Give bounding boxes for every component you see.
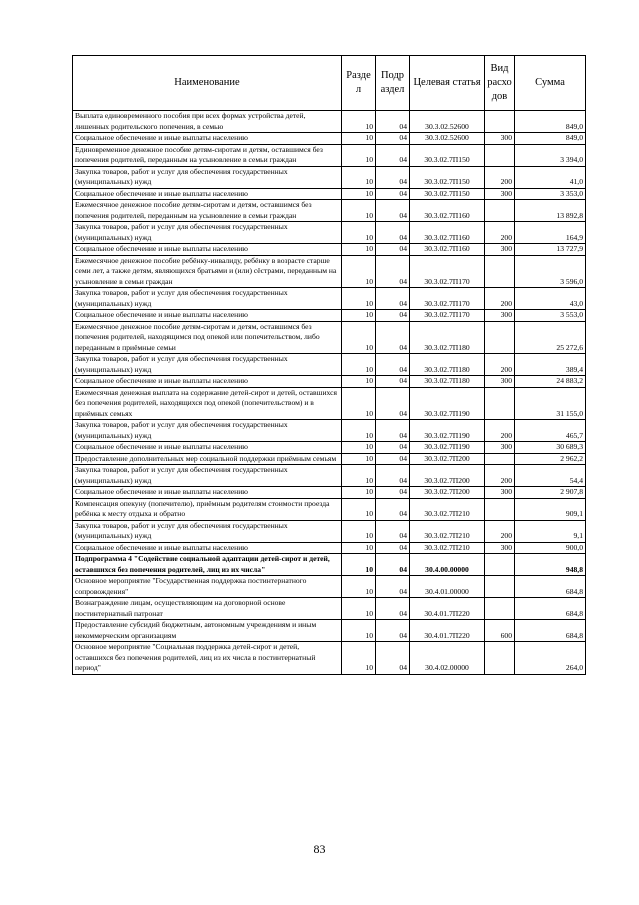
table-body bbox=[73, 111, 586, 675]
cell-razdel: 10 bbox=[342, 642, 376, 675]
cell-summa: 2 962,2 bbox=[515, 453, 586, 465]
header-razdel: Разде л bbox=[342, 56, 376, 111]
cell-razdel: 10 bbox=[342, 188, 376, 200]
cell-celevaya: 30.3.02.7П150 bbox=[410, 166, 485, 188]
cell-podrazdel: 04 bbox=[376, 144, 410, 166]
cell-celevaya: 30.3.02.52600 bbox=[410, 111, 485, 133]
table-row bbox=[73, 542, 586, 554]
table-row bbox=[73, 487, 586, 499]
cell-razdel: 10 bbox=[342, 420, 376, 442]
cell-razdel: 10 bbox=[342, 255, 376, 288]
cell-vid bbox=[485, 554, 515, 576]
cell-celevaya: 30.3.02.7П210 bbox=[410, 542, 485, 554]
cell-vid bbox=[485, 144, 515, 166]
cell-razdel: 10 bbox=[342, 387, 376, 420]
cell-podrazdel: 04 bbox=[376, 188, 410, 200]
table-row bbox=[73, 321, 586, 354]
table-row bbox=[73, 354, 586, 376]
cell-podrazdel: 04 bbox=[376, 576, 410, 598]
cell-vid bbox=[485, 255, 515, 288]
table-row bbox=[73, 200, 586, 222]
cell-vid bbox=[485, 111, 515, 133]
cell-razdel: 10 bbox=[342, 166, 376, 188]
cell-celevaya: 30.3.02.7П160 bbox=[410, 222, 485, 244]
cell-vid: 300 bbox=[485, 442, 515, 454]
cell-celevaya: 30.3.02.7П210 bbox=[410, 498, 485, 520]
cell-podrazdel: 04 bbox=[376, 620, 410, 642]
cell-podrazdel: 04 bbox=[376, 487, 410, 499]
cell-podrazdel: 04 bbox=[376, 111, 410, 133]
cell-podrazdel: 04 bbox=[376, 321, 410, 354]
cell-summa: 465,7 bbox=[515, 420, 586, 442]
cell-razdel: 10 bbox=[342, 576, 376, 598]
cell-summa: 43,0 bbox=[515, 288, 586, 310]
cell-vid bbox=[485, 598, 515, 620]
cell-vid: 200 bbox=[485, 520, 515, 542]
table-row bbox=[73, 520, 586, 542]
cell-celevaya: 30.3.02.7П170 bbox=[410, 255, 485, 288]
cell-podrazdel: 04 bbox=[376, 642, 410, 675]
cell-razdel: 10 bbox=[342, 376, 376, 388]
table-header-row bbox=[73, 56, 586, 111]
cell-celevaya: 30.4.00.00000 bbox=[410, 554, 485, 576]
cell-vid: 200 bbox=[485, 465, 515, 487]
cell-summa: 164,9 bbox=[515, 222, 586, 244]
cell-vid: 200 bbox=[485, 222, 515, 244]
cell-podrazdel: 04 bbox=[376, 542, 410, 554]
cell-razdel: 10 bbox=[342, 288, 376, 310]
cell-name: Ежемесячное денежное пособие ребёнку-инвалиду, ребёнку в возрасте старше семи лет, а также детям, являющихся братьями и (или) сёстрами, переданным на усыновление в семьи граждан bbox=[73, 255, 342, 288]
table-row bbox=[73, 620, 586, 642]
table-row bbox=[73, 255, 586, 288]
cell-summa: 54,4 bbox=[515, 465, 586, 487]
cell-vid: 200 bbox=[485, 354, 515, 376]
cell-vid bbox=[485, 387, 515, 420]
cell-celevaya: 30.3.02.52600 bbox=[410, 133, 485, 145]
header-summa: Сумма bbox=[515, 56, 586, 111]
table-row bbox=[73, 387, 586, 420]
cell-podrazdel: 04 bbox=[376, 420, 410, 442]
cell-vid bbox=[485, 498, 515, 520]
cell-celevaya: 30.4.02.00000 bbox=[410, 642, 485, 675]
cell-summa: 3 596,0 bbox=[515, 255, 586, 288]
cell-podrazdel: 04 bbox=[376, 133, 410, 145]
cell-name: Ежемесячная денежная выплата на содержание детей-сирот и детей, оставшихся без попечения родителей, находящихся под опекой (попечительством) и в приёмных семьях bbox=[73, 387, 342, 420]
cell-podrazdel: 04 bbox=[376, 200, 410, 222]
table-row bbox=[73, 288, 586, 310]
cell-razdel: 10 bbox=[342, 520, 376, 542]
cell-vid: 600 bbox=[485, 620, 515, 642]
cell-vid: 300 bbox=[485, 244, 515, 256]
cell-summa: 31 155,0 bbox=[515, 387, 586, 420]
cell-name: Социальное обеспечение и иные выплаты населению bbox=[73, 133, 342, 145]
cell-summa: 849,0 bbox=[515, 111, 586, 133]
cell-razdel: 10 bbox=[342, 200, 376, 222]
cell-celevaya: 30.3.02.7П210 bbox=[410, 520, 485, 542]
cell-razdel: 10 bbox=[342, 554, 376, 576]
table-row bbox=[73, 442, 586, 454]
cell-name: Предоставление дополнительных мер социальной поддержки приёмным семьям bbox=[73, 453, 342, 465]
table-row bbox=[73, 144, 586, 166]
table-row bbox=[73, 554, 586, 576]
cell-name: Ежемесячное денежное пособие детям-сиротам и детям, оставшимся без попечения родителей, находящимся под опекой или попечительством, либо переданным в приёмные семьи bbox=[73, 321, 342, 354]
cell-podrazdel: 04 bbox=[376, 166, 410, 188]
table-row bbox=[73, 598, 586, 620]
cell-razdel: 10 bbox=[342, 244, 376, 256]
cell-vid bbox=[485, 453, 515, 465]
cell-summa: 3 553,0 bbox=[515, 310, 586, 322]
table-row bbox=[73, 111, 586, 133]
cell-celevaya: 30.3.02.7П170 bbox=[410, 288, 485, 310]
cell-podrazdel: 04 bbox=[376, 288, 410, 310]
cell-name: Основное мероприятие "Государственная поддержка постинтернатного сопровождения" bbox=[73, 576, 342, 598]
cell-vid bbox=[485, 642, 515, 675]
cell-razdel: 10 bbox=[342, 222, 376, 244]
cell-vid bbox=[485, 576, 515, 598]
cell-summa: 41,0 bbox=[515, 166, 586, 188]
cell-razdel: 10 bbox=[342, 598, 376, 620]
cell-name: Закупка товаров, работ и услуг для обеспечения государственных (муниципальных) нужд bbox=[73, 465, 342, 487]
cell-podrazdel: 04 bbox=[376, 255, 410, 288]
table-row bbox=[73, 420, 586, 442]
cell-vid: 200 bbox=[485, 166, 515, 188]
cell-razdel: 10 bbox=[342, 487, 376, 499]
cell-vid: 300 bbox=[485, 487, 515, 499]
cell-summa: 684,8 bbox=[515, 576, 586, 598]
cell-razdel: 10 bbox=[342, 133, 376, 145]
cell-celevaya: 30.4.01.00000 bbox=[410, 576, 485, 598]
table-row bbox=[73, 310, 586, 322]
cell-celevaya: 30.3.02.7П200 bbox=[410, 453, 485, 465]
cell-summa: 948,8 bbox=[515, 554, 586, 576]
cell-vid bbox=[485, 200, 515, 222]
cell-summa: 264,0 bbox=[515, 642, 586, 675]
header-celevaya: Целевая статья bbox=[410, 56, 485, 111]
cell-razdel: 10 bbox=[342, 620, 376, 642]
table-row bbox=[73, 453, 586, 465]
cell-podrazdel: 04 bbox=[376, 554, 410, 576]
cell-vid: 300 bbox=[485, 188, 515, 200]
cell-name: Закупка товаров, работ и услуг для обеспечения государственных (муниципальных) нужд bbox=[73, 420, 342, 442]
cell-summa: 24 883,2 bbox=[515, 376, 586, 388]
cell-name: Закупка товаров, работ и услуг для обеспечения государственных (муниципальных) нужд bbox=[73, 288, 342, 310]
table-row bbox=[73, 642, 586, 675]
cell-podrazdel: 04 bbox=[376, 453, 410, 465]
cell-summa: 389,4 bbox=[515, 354, 586, 376]
cell-vid: 200 bbox=[485, 420, 515, 442]
cell-name: Закупка товаров, работ и услуг для обеспечения государственных (муниципальных) нужд bbox=[73, 520, 342, 542]
cell-name: Социальное обеспечение и иные выплаты населению bbox=[73, 310, 342, 322]
cell-celevaya: 30.4.01.7П220 bbox=[410, 620, 485, 642]
cell-podrazdel: 04 bbox=[376, 465, 410, 487]
cell-name: Закупка товаров, работ и услуг для обеспечения государственных (муниципальных) нужд bbox=[73, 222, 342, 244]
cell-name: Социальное обеспечение и иные выплаты населению bbox=[73, 487, 342, 499]
cell-summa: 30 689,3 bbox=[515, 442, 586, 454]
table-row bbox=[73, 244, 586, 256]
cell-name: Социальное обеспечение и иные выплаты населению bbox=[73, 188, 342, 200]
page-number: 83 bbox=[313, 842, 326, 856]
header-vid: Вид расхо дов bbox=[485, 56, 515, 111]
cell-summa: 684,8 bbox=[515, 598, 586, 620]
table-row bbox=[73, 465, 586, 487]
cell-name: Компенсация опекуну (попечителю), приёмным родителям стоимости проезда ребёнка к месту отдыха и обратно bbox=[73, 498, 342, 520]
cell-razdel: 10 bbox=[342, 453, 376, 465]
cell-celevaya: 30.4.01.7П220 bbox=[410, 598, 485, 620]
cell-summa: 25 272,6 bbox=[515, 321, 586, 354]
cell-celevaya: 30.3.02.7П200 bbox=[410, 487, 485, 499]
cell-name: Предоставление субсидий бюджетным, автономным учреждениям и иным некоммерческим организациям bbox=[73, 620, 342, 642]
cell-podrazdel: 04 bbox=[376, 520, 410, 542]
cell-podrazdel: 04 bbox=[376, 442, 410, 454]
cell-razdel: 10 bbox=[342, 542, 376, 554]
cell-celevaya: 30.3.02.7П180 bbox=[410, 376, 485, 388]
cell-summa: 900,0 bbox=[515, 542, 586, 554]
cell-razdel: 10 bbox=[342, 144, 376, 166]
cell-celevaya: 30.3.02.7П160 bbox=[410, 200, 485, 222]
cell-celevaya: 30.3.02.7П170 bbox=[410, 310, 485, 322]
cell-name: Социальное обеспечение и иные выплаты населению bbox=[73, 542, 342, 554]
header-name: Наименование bbox=[73, 56, 342, 111]
cell-celevaya: 30.3.02.7П180 bbox=[410, 354, 485, 376]
cell-razdel: 10 bbox=[342, 321, 376, 354]
cell-podrazdel: 04 bbox=[376, 244, 410, 256]
table-row bbox=[73, 188, 586, 200]
cell-summa: 13 892,8 bbox=[515, 200, 586, 222]
table-row bbox=[73, 376, 586, 388]
cell-name: Закупка товаров, работ и услуг для обеспечения государственных (муниципальных) нужд bbox=[73, 166, 342, 188]
cell-podrazdel: 04 bbox=[376, 598, 410, 620]
cell-podrazdel: 04 bbox=[376, 498, 410, 520]
cell-vid: 300 bbox=[485, 310, 515, 322]
cell-name: Ежемесячное денежное пособие детям-сиротам и детям, оставшимся без попечения родителей, переданным на усыновление в семьи граждан bbox=[73, 200, 342, 222]
cell-name: Закупка товаров, работ и услуг для обеспечения государственных (муниципальных) нужд bbox=[73, 354, 342, 376]
table-row bbox=[73, 576, 586, 598]
cell-razdel: 10 bbox=[342, 310, 376, 322]
cell-podrazdel: 04 bbox=[376, 310, 410, 322]
cell-name: Основное мероприятие "Социальная поддержка детей-сирот и детей, оставшихся без попечения родителей, лиц из их числа в постинтернатный период" bbox=[73, 642, 342, 675]
cell-celevaya: 30.3.02.7П190 bbox=[410, 420, 485, 442]
cell-razdel: 10 bbox=[342, 498, 376, 520]
cell-vid: 200 bbox=[485, 288, 515, 310]
cell-summa: 9,1 bbox=[515, 520, 586, 542]
cell-celevaya: 30.3.02.7П150 bbox=[410, 188, 485, 200]
table-row bbox=[73, 133, 586, 145]
table-row bbox=[73, 498, 586, 520]
cell-vid bbox=[485, 321, 515, 354]
cell-summa: 909,1 bbox=[515, 498, 586, 520]
cell-razdel: 10 bbox=[342, 442, 376, 454]
cell-celevaya: 30.3.02.7П150 bbox=[410, 144, 485, 166]
cell-summa: 13 727,9 bbox=[515, 244, 586, 256]
cell-podrazdel: 04 bbox=[376, 376, 410, 388]
header-podrazdel: Подр аздел bbox=[376, 56, 410, 111]
cell-summa: 3 353,0 bbox=[515, 188, 586, 200]
table-row bbox=[73, 166, 586, 188]
cell-vid: 300 bbox=[485, 376, 515, 388]
cell-summa: 684,8 bbox=[515, 620, 586, 642]
cell-vid: 300 bbox=[485, 542, 515, 554]
cell-summa: 3 394,0 bbox=[515, 144, 586, 166]
cell-razdel: 10 bbox=[342, 465, 376, 487]
cell-name: Социальное обеспечение и иные выплаты населению bbox=[73, 442, 342, 454]
cell-name: Выплата единовременного пособия при всех формах устройства детей, лишенных родительского попечения, в семью bbox=[73, 111, 342, 133]
cell-podrazdel: 04 bbox=[376, 354, 410, 376]
cell-razdel: 10 bbox=[342, 111, 376, 133]
budget-table bbox=[72, 55, 586, 675]
cell-name: Единовременное денежное пособие детям-сиротам и детям, оставшимся без попечения родителей, переданным на усыновление в семьи граждан bbox=[73, 144, 342, 166]
cell-name: Социальное обеспечение и иные выплаты населению bbox=[73, 244, 342, 256]
cell-celevaya: 30.3.02.7П180 bbox=[410, 321, 485, 354]
cell-celevaya: 30.3.02.7П190 bbox=[410, 442, 485, 454]
cell-podrazdel: 04 bbox=[376, 222, 410, 244]
cell-celevaya: 30.3.02.7П200 bbox=[410, 465, 485, 487]
cell-vid: 300 bbox=[485, 133, 515, 145]
cell-celevaya: 30.3.02.7П160 bbox=[410, 244, 485, 256]
cell-name: Социальное обеспечение и иные выплаты населению bbox=[73, 376, 342, 388]
table-row bbox=[73, 222, 586, 244]
cell-summa: 849,0 bbox=[515, 133, 586, 145]
cell-summa: 2 907,8 bbox=[515, 487, 586, 499]
cell-name: Вознаграждение лицам, осуществляющим на договорной основе постинтернатный патронат bbox=[73, 598, 342, 620]
cell-name: Подпрограмма 4 "Содействие социальной адаптации детей-сирот и детей, оставшихся без попечения родителей, лиц из их числа" bbox=[73, 554, 342, 576]
cell-podrazdel: 04 bbox=[376, 387, 410, 420]
cell-celevaya: 30.3.02.7П190 bbox=[410, 387, 485, 420]
cell-razdel: 10 bbox=[342, 354, 376, 376]
